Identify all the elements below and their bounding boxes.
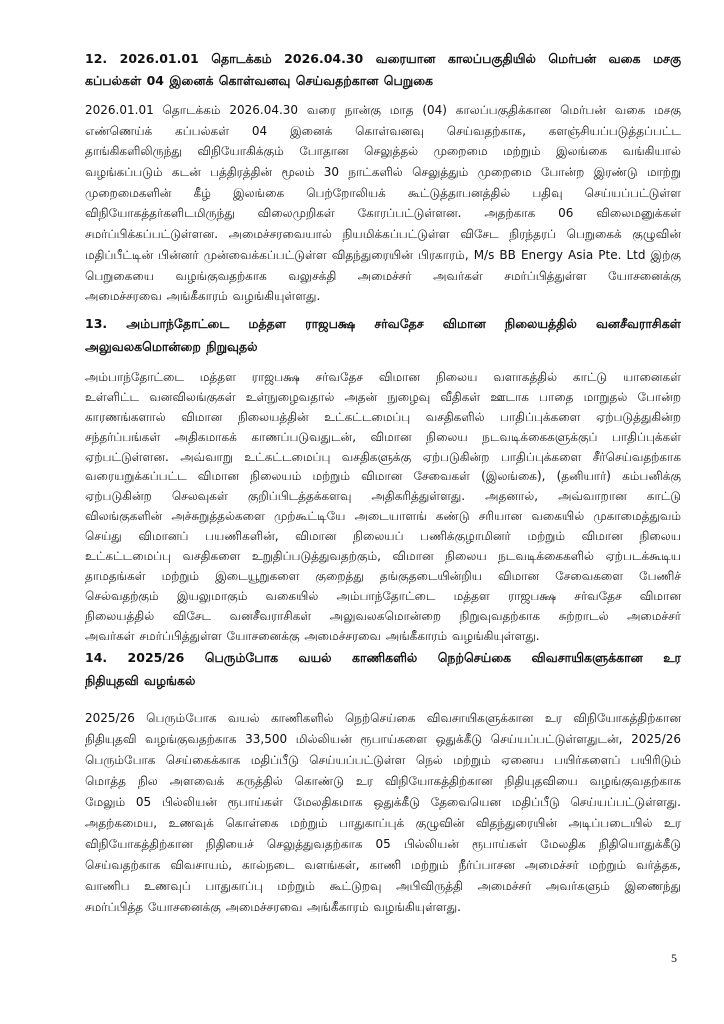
section-paragraph-line: 2025/26 பெரும்போக வயல் காணிகளில் நெற்செய்கை விவசாயிகளுக்கான உர விநியோகத்திற்கான [85, 711, 681, 725]
section-paragraph-line: விநியோகத்தர்களிடமிருந்து விலைமுறிகள் கோரப்பட்டுள்ளன. அதற்காக 06 விலைமனுக்கள் [85, 206, 681, 221]
section-heading-line: நிதியுதவி வழங்கல் [85, 673, 196, 688]
section-heading-line: அலுவலகமொன்றை நிறுவுதல் [85, 339, 258, 354]
section-paragraph-line: விநியோகத்திற்கான நிதியைச் செலுத்துவதற்காக 05 பில்லியன் ரூபாய்கள் மேலதிக நிதியொதுக்கீடு [85, 837, 681, 851]
page-number: 5 [671, 951, 677, 965]
section-heading-line: 13. அம்பாந்தோட்டை மத்தள ராஜபக்ஷ சர்வதேச விமான நிலையத்தில் வனசீவராசிகள் [85, 316, 681, 331]
section-heading [85, 48, 681, 92]
section-paragraph-line: வரையறுக்கப்பட்ட விமான நிலையம் மற்றும் விமான சேவைகள் (இலங்கை), (தனியார்) கம்பனிக்கு [85, 469, 681, 484]
section-paragraph-line: விலங்குகளின் அச்சுறுத்தல்களை முற்கூட்டியே அடையாளங் கண்டு சரியான வகையில் முகாமைத்துவம் [85, 509, 681, 524]
section-paragraph-line: மொத்த நில அளவைக் கருத்தில் கொண்டு உர விநியோகத்திற்கான நிதியுதவியை வழங்குவதற்காக [85, 774, 681, 788]
section-paragraph-line: பெறுகையை வழங்குவதற்காக வலுசக்தி அமைச்சர் அவர்கள் சமர்ப்பித்துள்ள யோசனைக்கு [85, 268, 681, 283]
section-paragraph-line: அவர்கள் சமர்ப்பித்துள்ள யோசனைக்கு அமைச்சரவை அங்கீகாரம் வழங்கியுள்ளது. [85, 628, 540, 643]
section-paragraph-line: செல்வதற்கும் இயலுமாகும் வகையில் அம்பாந்தோட்டை மத்தள ராஜபக்ஷ சர்வதேச விமான [85, 588, 681, 603]
section-paragraph-line: உள்ளிட்ட வனவிலங்குகள் உள்நுழைவதால் அதன் நுழைவு வீதிகள் ஊடாக பாதை மாறுதல் போன்ற [85, 389, 681, 404]
section-paragraph-line: மேலும் 05 பில்லியன் ரூபாய்கள் மேலதிகமாக ஒதுக்கீடு தேவையென மதிப்பீடு செய்யப்பட்டுள்ளது. [85, 795, 681, 809]
section-paragraph-line: சந்தர்ப்பங்கள் அதிகமாகக் காணப்படுவதுடன், விமான நிலைய நடவடிக்கைகளுக்குப் பாதிப்புக்கள் [85, 429, 681, 444]
section-paragraph-line: காரணங்களால் விமான நிலையத்தின் உட்கட்டமைப்பு வசதிகளில் பாதிப்புக்களை ஏற்படுத்துகின்ற [85, 409, 681, 424]
section-paragraph-line: வாணிப உணவுப் பாதுகாப்பு மற்றும் கூட்டுறவு அபிவிருத்தி அமைச்சர் அவர்களும் இணைந்து [85, 879, 681, 893]
section-paragraph-line: வழங்கப்படும் கடன் பத்திரத்தின் மூலம் 30 நாட்களில் செலுத்தும் முறைமை போன்ற இரண்டு மாற்று [85, 165, 681, 180]
section-paragraph-line: பெரும்போக செய்கைக்காக மதிப்பீடு செய்யப்பட்டுள்ள நெல் மற்றும் ஏனைய பயிர்களைப் பயிரிடும் [85, 753, 681, 767]
section-paragraph-line: ஏற்பட்டுள்ளன. அவ்வாறு உட்கட்டமைப்பு வசதிகளுக்கு ஏற்படுகின்ற பாதிப்புக்களை சீர்செய்வதற்காக [85, 449, 681, 464]
section-paragraph-line: தாங்கிகளிலிருந்து விநியோகிக்கும் போதான செலுத்தல் முறைமை மற்றும் இலங்கை வங்கியால் [85, 144, 681, 159]
section-paragraph-line: நிலையத்தில் விசேட வனசீவராசிகள் அலுவலகமொன்றை நிறுவுவதற்காக சுற்றாடல் அமைச்சர் [85, 608, 681, 623]
section-heading [85, 312, 681, 358]
section-paragraph-line: 2026.01.01 தொடக்கம் 2026.04.30 வரை நான்கு மாத (04) காலப்பகுதிக்கான மெர்பன் வகை மசகு [85, 103, 681, 117]
section-paragraph-line: சமர்ப்பிக்கப்பட்டுள்ளன. அமைச்சரவையால் நியமிக்கப்பட்டுள்ள விசேட நிரந்தரப் பெறுகைக் குழுவின் [85, 227, 681, 242]
section-paragraph-line: சமர்ப்பித்த யோசனைக்கு அமைச்சரவை அங்கீகாரம் வழங்கியுள்ளது. [85, 900, 461, 914]
section-paragraph-line: எண்ணெய்க் கப்பல்கள் 04 இனைக் கொள்வனவு செய்வதற்காக, களஞ்சியப்படுத்தப்பட்ட [85, 123, 681, 138]
section-paragraph [85, 100, 681, 307]
section-paragraph-line: அதற்கமைய, உணவுக் கொள்கை மற்றும் பாதுகாப்புக் குழுவின் விதந்துரையின் அடிப்படையில் உர [85, 816, 681, 830]
section-heading-line: கப்பல்கள் 04 இனைக் கொள்வனவு செய்வதற்கான பெறுகை [85, 73, 434, 88]
section-paragraph-line: உட்கட்டமைப்பு வசதிகளை உறுதிப்படுத்துவதற்கும், விமான நிலைய நடவடிக்கைகளில் ஏற்படக்கூடிய [85, 549, 681, 564]
section-heading-line: 12. 2026.01.01 தொடக்கம் 2026.04.30 வரையான காலப்பகுதியில் மெர்பன் வகை மசகு [85, 51, 681, 66]
section-paragraph [85, 368, 681, 646]
section-heading-line: 14. 2025/26 பெரும்போக வயல் காணிகளில் நெற்செய்கை விவசாயிகளுக்கான உர [85, 650, 681, 665]
section-paragraph-line: செய்வதற்காக விவசாயம், கால்நடை வளங்கள், காணி மற்றும் நீர்ப்பாசன அமைச்சர் மற்றும் வர்த்தக, [85, 858, 681, 872]
section-heading [85, 646, 681, 692]
section-paragraph-line: அம்பாந்தோட்டை மத்தள ராஜபக்ஷ சர்வதேச விமான நிலைய வளாகத்தில் காட்டு யானைகள் [85, 370, 681, 384]
section-paragraph-line: மதிப்பீட்டின் பின்னர் முன்வைக்கப்பட்டுள்ள விதந்துரையின் பிரகாரம், M/s BB Energy Asia Pte. Ltd இற்கு [85, 247, 681, 262]
section-paragraph-line: நிதியுதவி வழங்குவதற்காக 33,500 மில்லியன் ரூபாய்களை ஒதுக்கீடு செய்யப்பட்டுள்ளதுடன், 2025/26 [85, 732, 681, 746]
section-paragraph-line: தாமதங்கள் மற்றும் இடையூறுகளை குறைத்து தங்குதடையின்றிய விமான சேவைகளை பேணிச் [85, 568, 681, 583]
section-paragraph [85, 708, 681, 918]
section-paragraph-line: முறைமைகளின் கீழ் இலங்கை பெற்றோலியக் கூட்டுத்தாபனத்தில் பதிவு செய்யப்பட்டுள்ள [85, 185, 681, 200]
section-paragraph-line: ஏற்படுகின்ற செலவுகள் குறிப்பிடத்தக்களவு அதிகரித்துள்ளது. அதனால், அவ்வாறான காட்டு [85, 489, 681, 504]
section-paragraph-line: செய்து விமானப் பயணிகளின், விமான நிலையப் பணிக்குழாமினர் மற்றும் விமான நிலைய [85, 529, 681, 544]
section-paragraph-line: அமைச்சரவை அங்கீகாரம் வழங்கியுள்ளது. [85, 289, 321, 304]
